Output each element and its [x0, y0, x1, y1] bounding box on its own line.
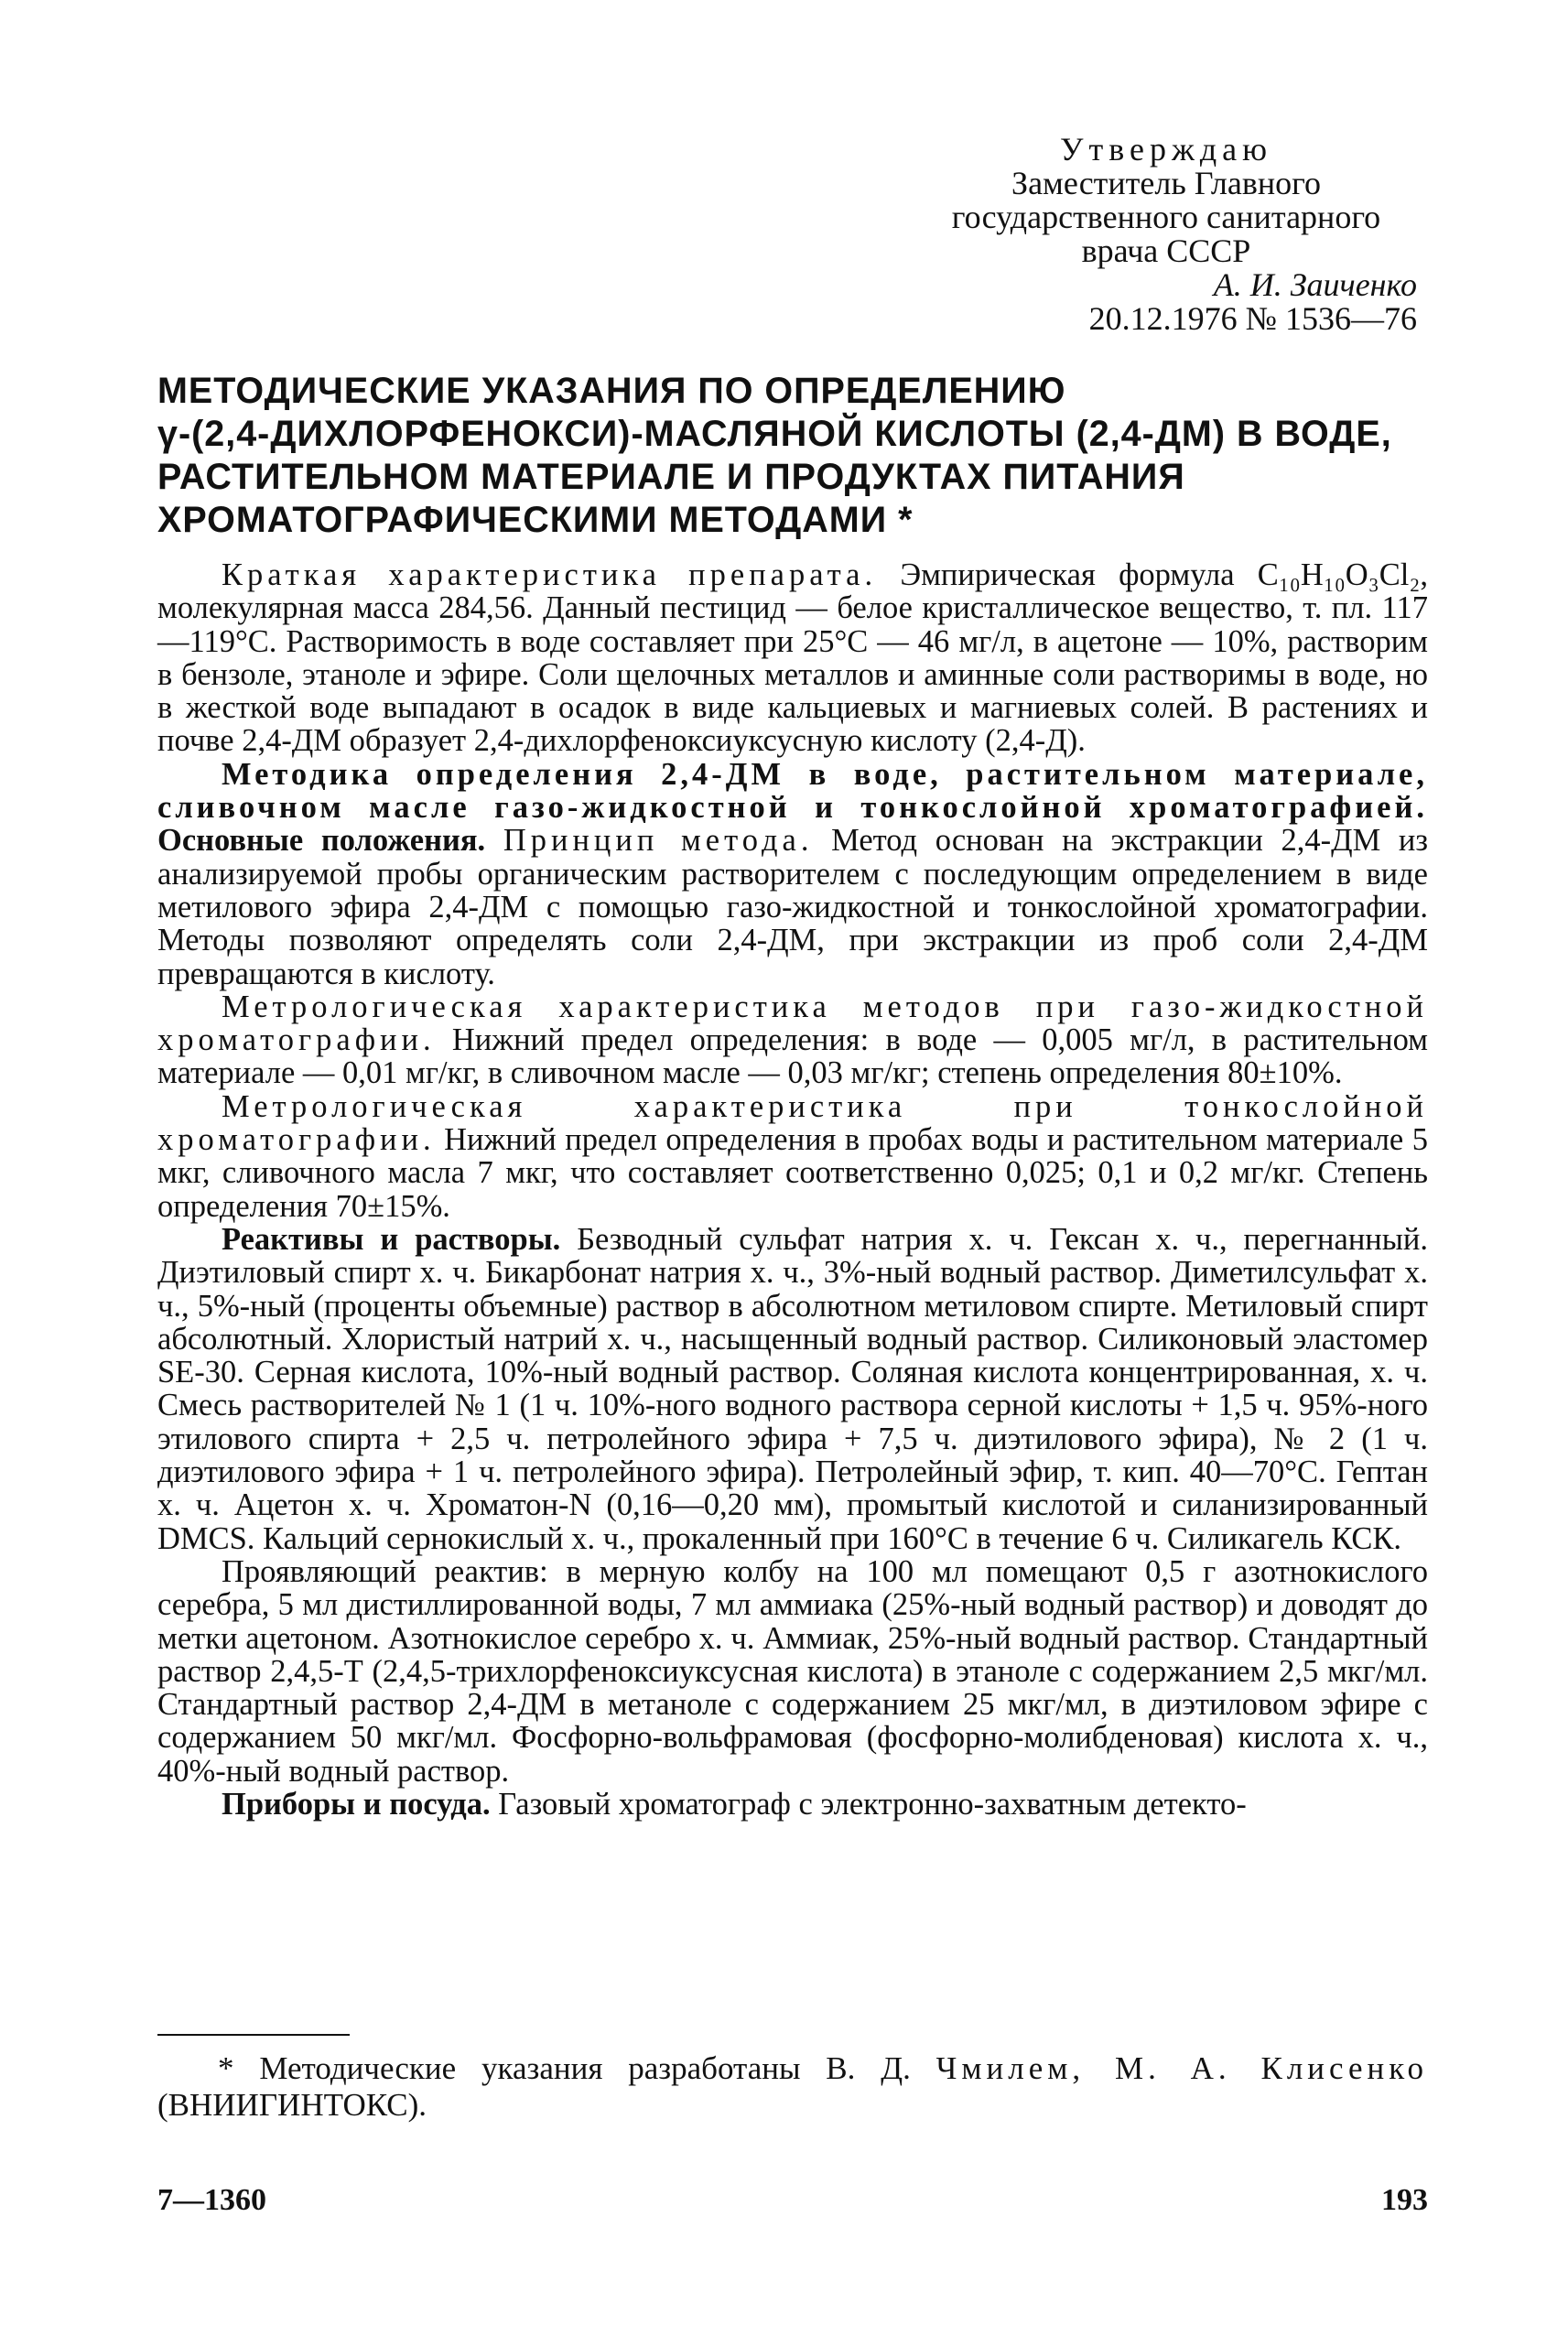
approval-signer: А. И. Заиченко — [1213, 266, 1417, 303]
paragraph-text: Нижний предел определения в пробах воды и растительном материале 5 мкг, сливочного масла 7 мкг, что составляет соответственно 0,025; 0,1 и 0,2 мг/кг. Степень определения 70±15%. — [157, 1122, 1428, 1224]
section-subheading: Основные положения. — [157, 823, 486, 859]
paragraph-characteristic — [157, 558, 1428, 758]
footnote-paragraph — [157, 2050, 1428, 2124]
approval-line: врача СССР — [1081, 232, 1251, 269]
title-line: γ-(2,4-ДИХЛОРФЕНОКСИ)-МАСЛЯНОЙ КИСЛОТЫ (2,4-ДМ) В ВОДЕ, — [157, 414, 1392, 454]
paragraph-reagents — [157, 1223, 1428, 1555]
section-heading: Краткая характеристика препарата. — [222, 557, 878, 592]
paragraph-developer — [157, 1555, 1428, 1788]
section-heading: Приборы и посуда. — [222, 1786, 491, 1822]
paragraph-text: Нижний предел определения: в воде — 0,005 мг/л, в растительном материале — 0,01 мг/кг, в сливочном масле — 0,03 мг/кг; степень определения 80±10%. — [157, 1022, 1428, 1091]
footnote-org: (ВНИИГИНТОКС). — [157, 2087, 427, 2123]
approval-block — [915, 133, 1417, 336]
section-heading: Метрологическая характеристика при тонкослойной хроматографии. — [157, 1088, 1428, 1158]
paragraph-text: Метод основан на экстракции 2,4-ДМ из анализируемой пробы органическим растворителем с последующим определением в виде метилового эфира 2,4-ДМ с помощью газо-жидкостной и тонкослойной хроматографии. Методы позволяют определять соли 2,4-ДМ, при экстракции из проб соли 2,4-ДМ превращаются в кислоту. — [157, 823, 1429, 991]
approval-date-number: 20.12.1976 № 1536—76 — [1088, 300, 1417, 337]
approval-line: Заместитель Главного — [1011, 165, 1321, 201]
section-heading: Метрологическая характеристика методов при газо-жидкостной хроматографии. — [157, 989, 1428, 1058]
title-line: РАСТИТЕЛЬНОМ МАТЕРИАЛЕ И ПРОДУКТАХ ПИТАНИЯ — [157, 457, 1185, 497]
paragraph-metrology-glc — [157, 990, 1428, 1090]
footnote-divider — [157, 2034, 350, 2036]
paragraph-equipment — [157, 1788, 1428, 1821]
section-heading: Реактивы и растворы. — [222, 1221, 561, 1257]
paragraph-text: Газовый хроматограф с электронно-захватным детекто- — [498, 1786, 1247, 1822]
approval-line: Утверждаю — [1059, 131, 1273, 168]
paragraph-method — [157, 758, 1428, 990]
section-heading: Методика определения 2,4-ДМ в воде, растительном материале, сливочном масле газо-жидкостной и тонкослойной хроматографией. — [157, 756, 1428, 826]
document-title — [157, 370, 1430, 542]
page-number: 193 — [1381, 2183, 1428, 2217]
title-line: МЕТОДИЧЕСКИЕ УКАЗАНИЯ ПО ОПРЕДЕЛЕНИЮ — [157, 371, 1066, 411]
footnote-authors: Чмилем, М. А. Клисенко — [935, 2050, 1428, 2086]
signature-code: 7—1360 — [157, 2183, 266, 2217]
paragraph-text: Безводный сульфат натрия х. ч. Гексан х. ч., перегнанный. Диэтиловый спирт х. ч. Бикарбонат натрия х. ч., 3%-ный водный раствор. Диметилсульфат х. ч., 5%-ный (проценты объемные) раствор в абсолютном метиловом спирте. Метиловый спирт абсолютный. Хлористый натрий х. ч., насыщенный водный раствор. Силиконовый эластомер SE-30. Серная кислота, 10%-ный водный раствор. Соляная кислота концентрированная, х. ч. Смесь растворителей № 1 (1 ч. 10%-ного водного раствора серной кислоты + 1,5 ч. 95%-ного этилового спирта + 2,5 ч. петролейного эфира + 7,5 ч. диэтилового эфира), № 2 (1 ч. диэтилового эфира + 1 ч. петролейного эфира). Петролейный эфир, т. кип. 40—70°С. Гептан х. ч. Ацетон х. ч. Хроматон-N (0,16—0,20 мм), промытый кислотой и силанизированный DMCS. Кальций сернокислый х. ч., прокаленный при 160°С в течение 6 ч. Силикагель КСК. — [157, 1221, 1429, 1556]
paragraph-text: Проявляющий реактив: в мерную колбу на 100 мл помещают 0,5 г азотнокислого серебра, 5 мл дистиллированной воды, 7 мл аммиака (25%-ный водный раствор) и доводят до метки ацетоном. Азотнокислое серебро х. ч. Аммиак, 25%-ный водный раствор. Стандартный раствор 2,4,5-Т (2,4,5-трихлорфеноксиуксусная кислота) в этаноле с содержанием 2,5 мкг/мл. Стандартный раствор 2,4-ДМ в метаноле с содержанием 25 мкг/мл, в диэтиловом эфире с содержанием 50 мкг/мл. Фосфорно-вольфрамовая (фосфорно-молибденовая) кислота х. ч., 40%-ный водный раствор. — [157, 1553, 1428, 1789]
footnote-text: * Методические указания разработаны В. Д. — [218, 2050, 936, 2086]
document-body — [157, 558, 1428, 1821]
title-line: ХРОМАТОГРАФИЧЕСКИМИ МЕТОДАМИ * — [157, 500, 914, 540]
paragraph-text: Эмпирическая формула C₁₀H₁₀O₃Cl₂, молекулярная масса 284,56. Данный пестицид — белое кристаллическое вещество, т. пл. 117—119°С. Растворимость в воде составляет при 25°С — 46 мг/л, в ацетоне — 10%, растворим в бензоле, этаноле и эфире. Соли щелочных металлов и аминные соли растворимы в воде, но в жесткой воде выпадают в осадок в виде кальциевых и магниевых солей. В растениях и почве 2,4-ДМ образует 2,4-дихлорфеноксиуксусную кислоту (2,4-Д). — [157, 557, 1428, 759]
footnote — [157, 2050, 1428, 2124]
approval-line: государственного санитарного — [951, 199, 1381, 235]
principle-heading: Принцип метода. — [503, 823, 814, 859]
paragraph-metrology-tlc — [157, 1090, 1428, 1223]
